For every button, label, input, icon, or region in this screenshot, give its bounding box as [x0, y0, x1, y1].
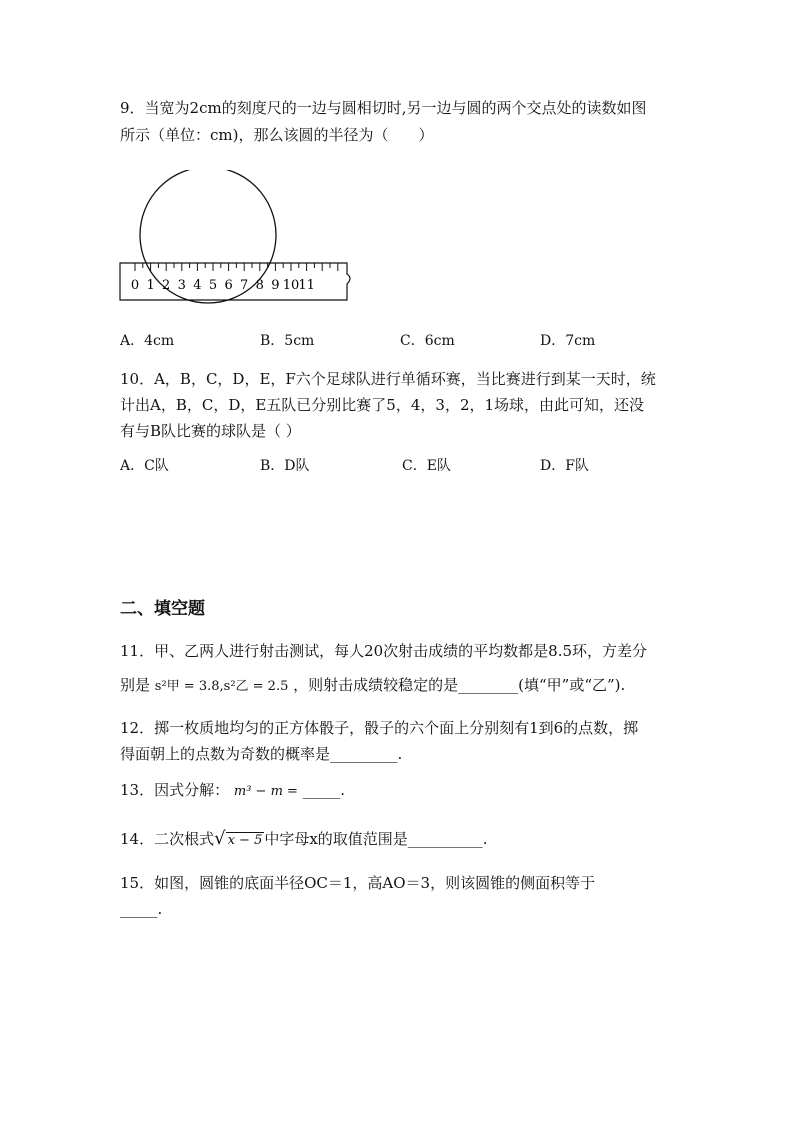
section-title: 二、填空题	[120, 599, 205, 619]
q9-option-a: A．4cm	[120, 333, 175, 349]
ruler-tick-label: 2	[162, 278, 171, 293]
q10-option-c: C．E队	[402, 458, 451, 474]
q12-line1: 12．掷一枚质地均匀的正方体骰子，骰子的六个面上分别刻有1到6的点数，掷	[120, 719, 639, 737]
q10-line3: 有与B队比赛的球队是（ ）	[120, 422, 301, 440]
ruler-tick-label: 8	[255, 278, 264, 293]
ruler-tick-label: 10	[282, 278, 300, 293]
q10-option-a: A．C队	[120, 458, 169, 474]
q15-line1: 15．如图，圆锥的底面半径OC＝1，高AO＝3，则该圆锥的侧面积等于	[120, 874, 596, 892]
q12-line2: 得面朝上的点数为奇数的概率是_________.	[120, 745, 403, 763]
ruler-tick-label: 3	[177, 278, 186, 293]
q14-line	[120, 829, 488, 851]
circle-ruler-figure	[115, 170, 360, 305]
q11-line1: 11．甲、乙两人进行射击测试，每人20次射击成绩的平均数都是8.5环，方差分	[120, 642, 648, 660]
q13-formula: m³ − m =	[233, 784, 298, 799]
q9-line1: 9．当宽为2cm的刻度尺的一边与圆相切时,另一边与圆的两个交点处的读数如图	[120, 99, 647, 117]
sqrt-sign-icon: √	[214, 828, 226, 849]
q15-line2: _____.	[120, 900, 163, 918]
q14-prefix: 14．二次根式	[120, 830, 215, 848]
q10-option-b: B．D队	[260, 458, 310, 474]
q14-radical	[214, 829, 264, 851]
ruler-tick-label: 7	[240, 278, 249, 293]
q9-option-c: C．6cm	[400, 333, 455, 349]
q14-radicand: x − 5	[227, 833, 263, 848]
ruler-tick-label: 1	[146, 278, 155, 293]
q11-line2	[120, 675, 625, 697]
q11-line2-suffix: ，则射击成绩较稳定的是________(填“甲”或“乙”).	[293, 676, 626, 694]
q14-suffix: 中字母x的取值范围是__________.	[264, 830, 488, 848]
ruler-tick-label: 6	[224, 278, 233, 293]
q10-line1: 10．A，B，C，D，E，F六个足球队进行单循环赛，当比赛进行到某一天时，统	[120, 370, 656, 388]
q11-variance-formula: s²甲 = 3.8,s²乙 = 2.5	[154, 679, 289, 694]
q9-option-b: B．5cm	[260, 333, 315, 349]
q9-option-d: D．7cm	[540, 333, 596, 349]
q10-option-d: D．F队	[540, 458, 589, 474]
q9-line2: 所示（单位：cm)，那么该圆的半径为（ ）	[120, 126, 434, 144]
q13-line	[120, 780, 345, 802]
q13-prefix: 13．因式分解：	[120, 781, 230, 799]
ruler-tick-label: 11	[298, 278, 315, 293]
ruler-tick-label: 0	[130, 278, 140, 293]
q11-line2-prefix: 别是	[120, 676, 151, 694]
q10-line2: 计出A，B，C，D，E五队已分别比赛了5，4，3，2，1场球，由此可知，还没	[120, 396, 645, 414]
ruler-tick-label: 5	[208, 278, 218, 293]
ruler-tick-label: 9	[271, 278, 280, 293]
q13-suffix: _____.	[302, 781, 345, 799]
ruler-tick-label: 4	[193, 278, 202, 293]
